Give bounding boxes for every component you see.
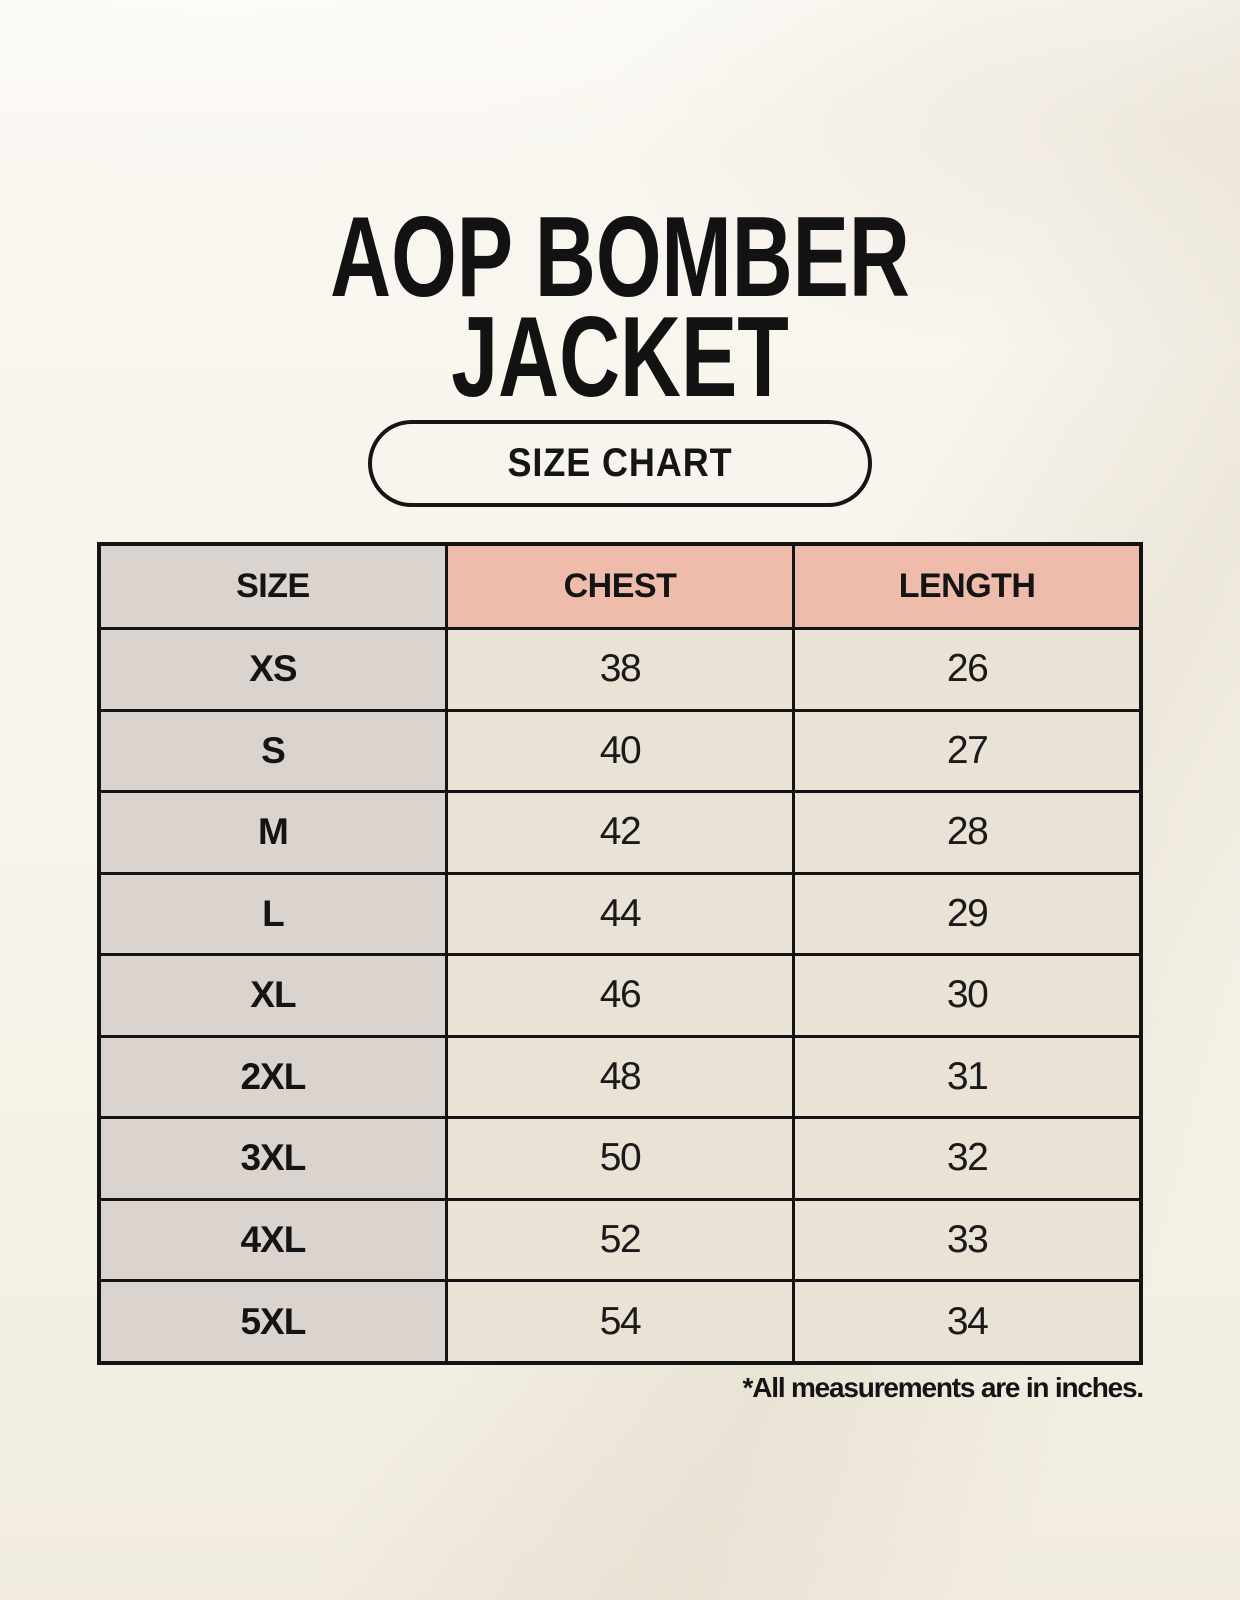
size-cell: XL <box>99 955 446 1037</box>
table-row <box>99 955 1141 1037</box>
chest-cell: 40 <box>446 710 793 792</box>
chest-cell: 52 <box>446 1199 793 1281</box>
table-row <box>99 792 1141 874</box>
chest-cell: 46 <box>446 955 793 1037</box>
size-chart-badge-label: SIZE CHART <box>507 441 733 485</box>
table-row <box>99 1036 1141 1118</box>
chest-cell: 44 <box>446 873 793 955</box>
length-cell: 26 <box>794 629 1141 711</box>
chest-cell: 50 <box>446 1118 793 1200</box>
title-line-1: AOP BOMBER <box>330 194 910 321</box>
size-cell: 4XL <box>99 1199 446 1281</box>
chest-cell: 38 <box>446 629 793 711</box>
table-row <box>99 873 1141 955</box>
chest-cell: 54 <box>446 1281 793 1364</box>
size-chart-badge <box>368 420 872 507</box>
size-table-head <box>99 544 1141 629</box>
column-header-size: SIZE <box>99 544 446 629</box>
page-title <box>0 194 1240 421</box>
table-row <box>99 710 1141 792</box>
size-cell: 3XL <box>99 1118 446 1200</box>
table-row <box>99 1281 1141 1364</box>
size-cell: L <box>99 873 446 955</box>
chest-cell: 48 <box>446 1036 793 1118</box>
length-cell: 34 <box>794 1281 1141 1364</box>
table-row <box>99 629 1141 711</box>
size-cell: 5XL <box>99 1281 446 1364</box>
length-cell: 27 <box>794 710 1141 792</box>
length-cell: 33 <box>794 1199 1141 1281</box>
size-table <box>97 542 1143 1365</box>
measurements-note: *All measurements are in inches. <box>742 1372 1143 1403</box>
column-header-chest: CHEST <box>446 544 793 629</box>
size-cell: XS <box>99 629 446 711</box>
chest-cell: 42 <box>446 792 793 874</box>
length-cell: 32 <box>794 1118 1141 1200</box>
length-cell: 29 <box>794 873 1141 955</box>
column-header-length: LENGTH <box>794 544 1141 629</box>
header-row <box>99 544 1141 629</box>
title-line-2: JACKET <box>451 294 789 421</box>
length-cell: 31 <box>794 1036 1141 1118</box>
size-cell: M <box>99 792 446 874</box>
size-cell: 2XL <box>99 1036 446 1118</box>
size-cell: S <box>99 710 446 792</box>
table-row <box>99 1118 1141 1200</box>
length-cell: 30 <box>794 955 1141 1037</box>
size-table-body <box>99 629 1141 1364</box>
length-cell: 28 <box>794 792 1141 874</box>
table-row <box>99 1199 1141 1281</box>
